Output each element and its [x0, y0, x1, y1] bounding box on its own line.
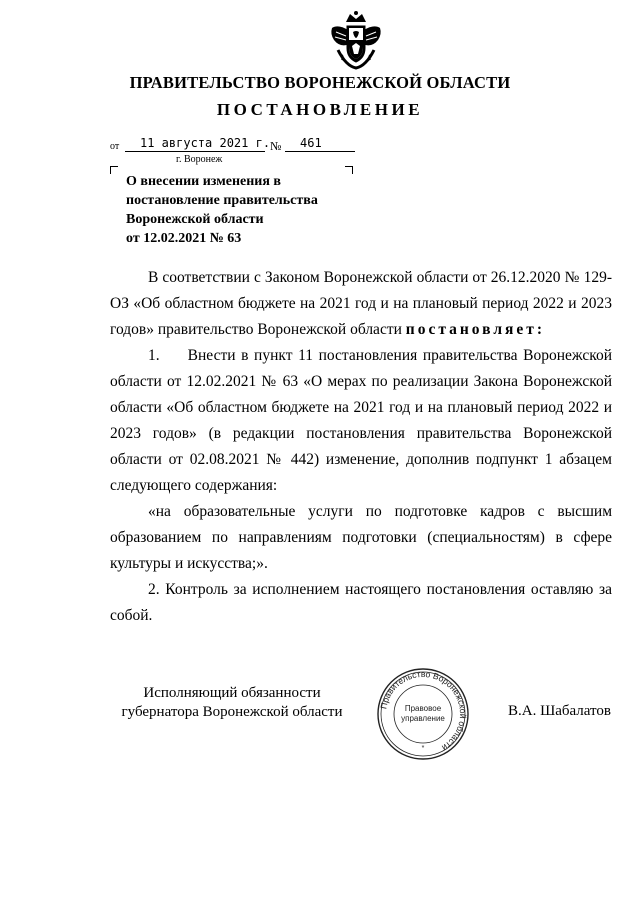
subject-line: О внесении изменения в [126, 174, 281, 189]
signatory-name: В.А. Шабалатов [508, 703, 611, 719]
seal-star-icon: * [421, 745, 425, 752]
signatory-title [112, 684, 352, 722]
city-label: г. Воронеж [176, 154, 223, 165]
subject-corner-left [110, 166, 118, 174]
preamble-text: В соответствии с Законом Воронежской области от 26.12.2020 № 129-ОЗ «Об областном бюджете на 2021 год и на плановый период 2022 и 2023 годов» правительство Воронежской области [110, 269, 612, 338]
clause-1-paragraph: 1. Внести в пункт 11 постановления правительства Воронежской области от 12.02.2021 № 63 «О мерах по реализации Закона Воронежской области «Об областном бюджете на 2021 год и на плановый период 2022 и 2023 годов» (в редакции постановления правительства Воронежской области от 02.08.2021 № 442) изменение, дополнив подпункт 1 абзацем следующего содержания: [110, 347, 612, 494]
signatory-title-line: губернатора Воронежской области [121, 704, 343, 720]
subject-line: Воронежской области [126, 212, 264, 227]
seal-ring-text: Правительство Воронежской области [378, 668, 469, 753]
seal-center-line: управление [401, 714, 445, 723]
date-underline [125, 151, 265, 152]
government-title: ПРАВИТЕЛЬСТВО ВОРОНЕЖСКОЙ ОБЛАСТИ [129, 73, 511, 92]
seal-center-line: Правовое [404, 704, 442, 713]
document-number: 461 [300, 136, 322, 150]
document-type-heading: ПОСТАНОВЛЕНИЕ [216, 100, 424, 119]
preamble-paragraph [110, 265, 612, 343]
number-underline [285, 151, 355, 152]
subject-corner-right [345, 166, 353, 174]
official-seal-stamp [376, 667, 470, 761]
resolves-keyword: постановляет: [405, 321, 546, 338]
number-label: № [270, 139, 282, 153]
quoted-addition-paragraph: «на образовательные услуги по подготовке кадров с высшим образованием по направлениям подготовки (специальностям) в сфере культуры и искусства;». [110, 503, 612, 572]
clause-2-paragraph: 2. Контроль за исполнением настоящего постановления оставляю за собой. [110, 581, 612, 624]
coat-of-arms-emblem [328, 10, 384, 72]
document-subject [126, 172, 318, 248]
date-prefix-label: от [110, 141, 120, 152]
subject-line: от 12.02.2021 № 63 [126, 231, 242, 246]
signatory-title-line: Исполняющий обязанности [143, 685, 321, 701]
document-body [110, 265, 612, 629]
document-date: 11 августа 2021 г. [140, 136, 271, 150]
subject-line: постановление правительства [126, 193, 318, 208]
